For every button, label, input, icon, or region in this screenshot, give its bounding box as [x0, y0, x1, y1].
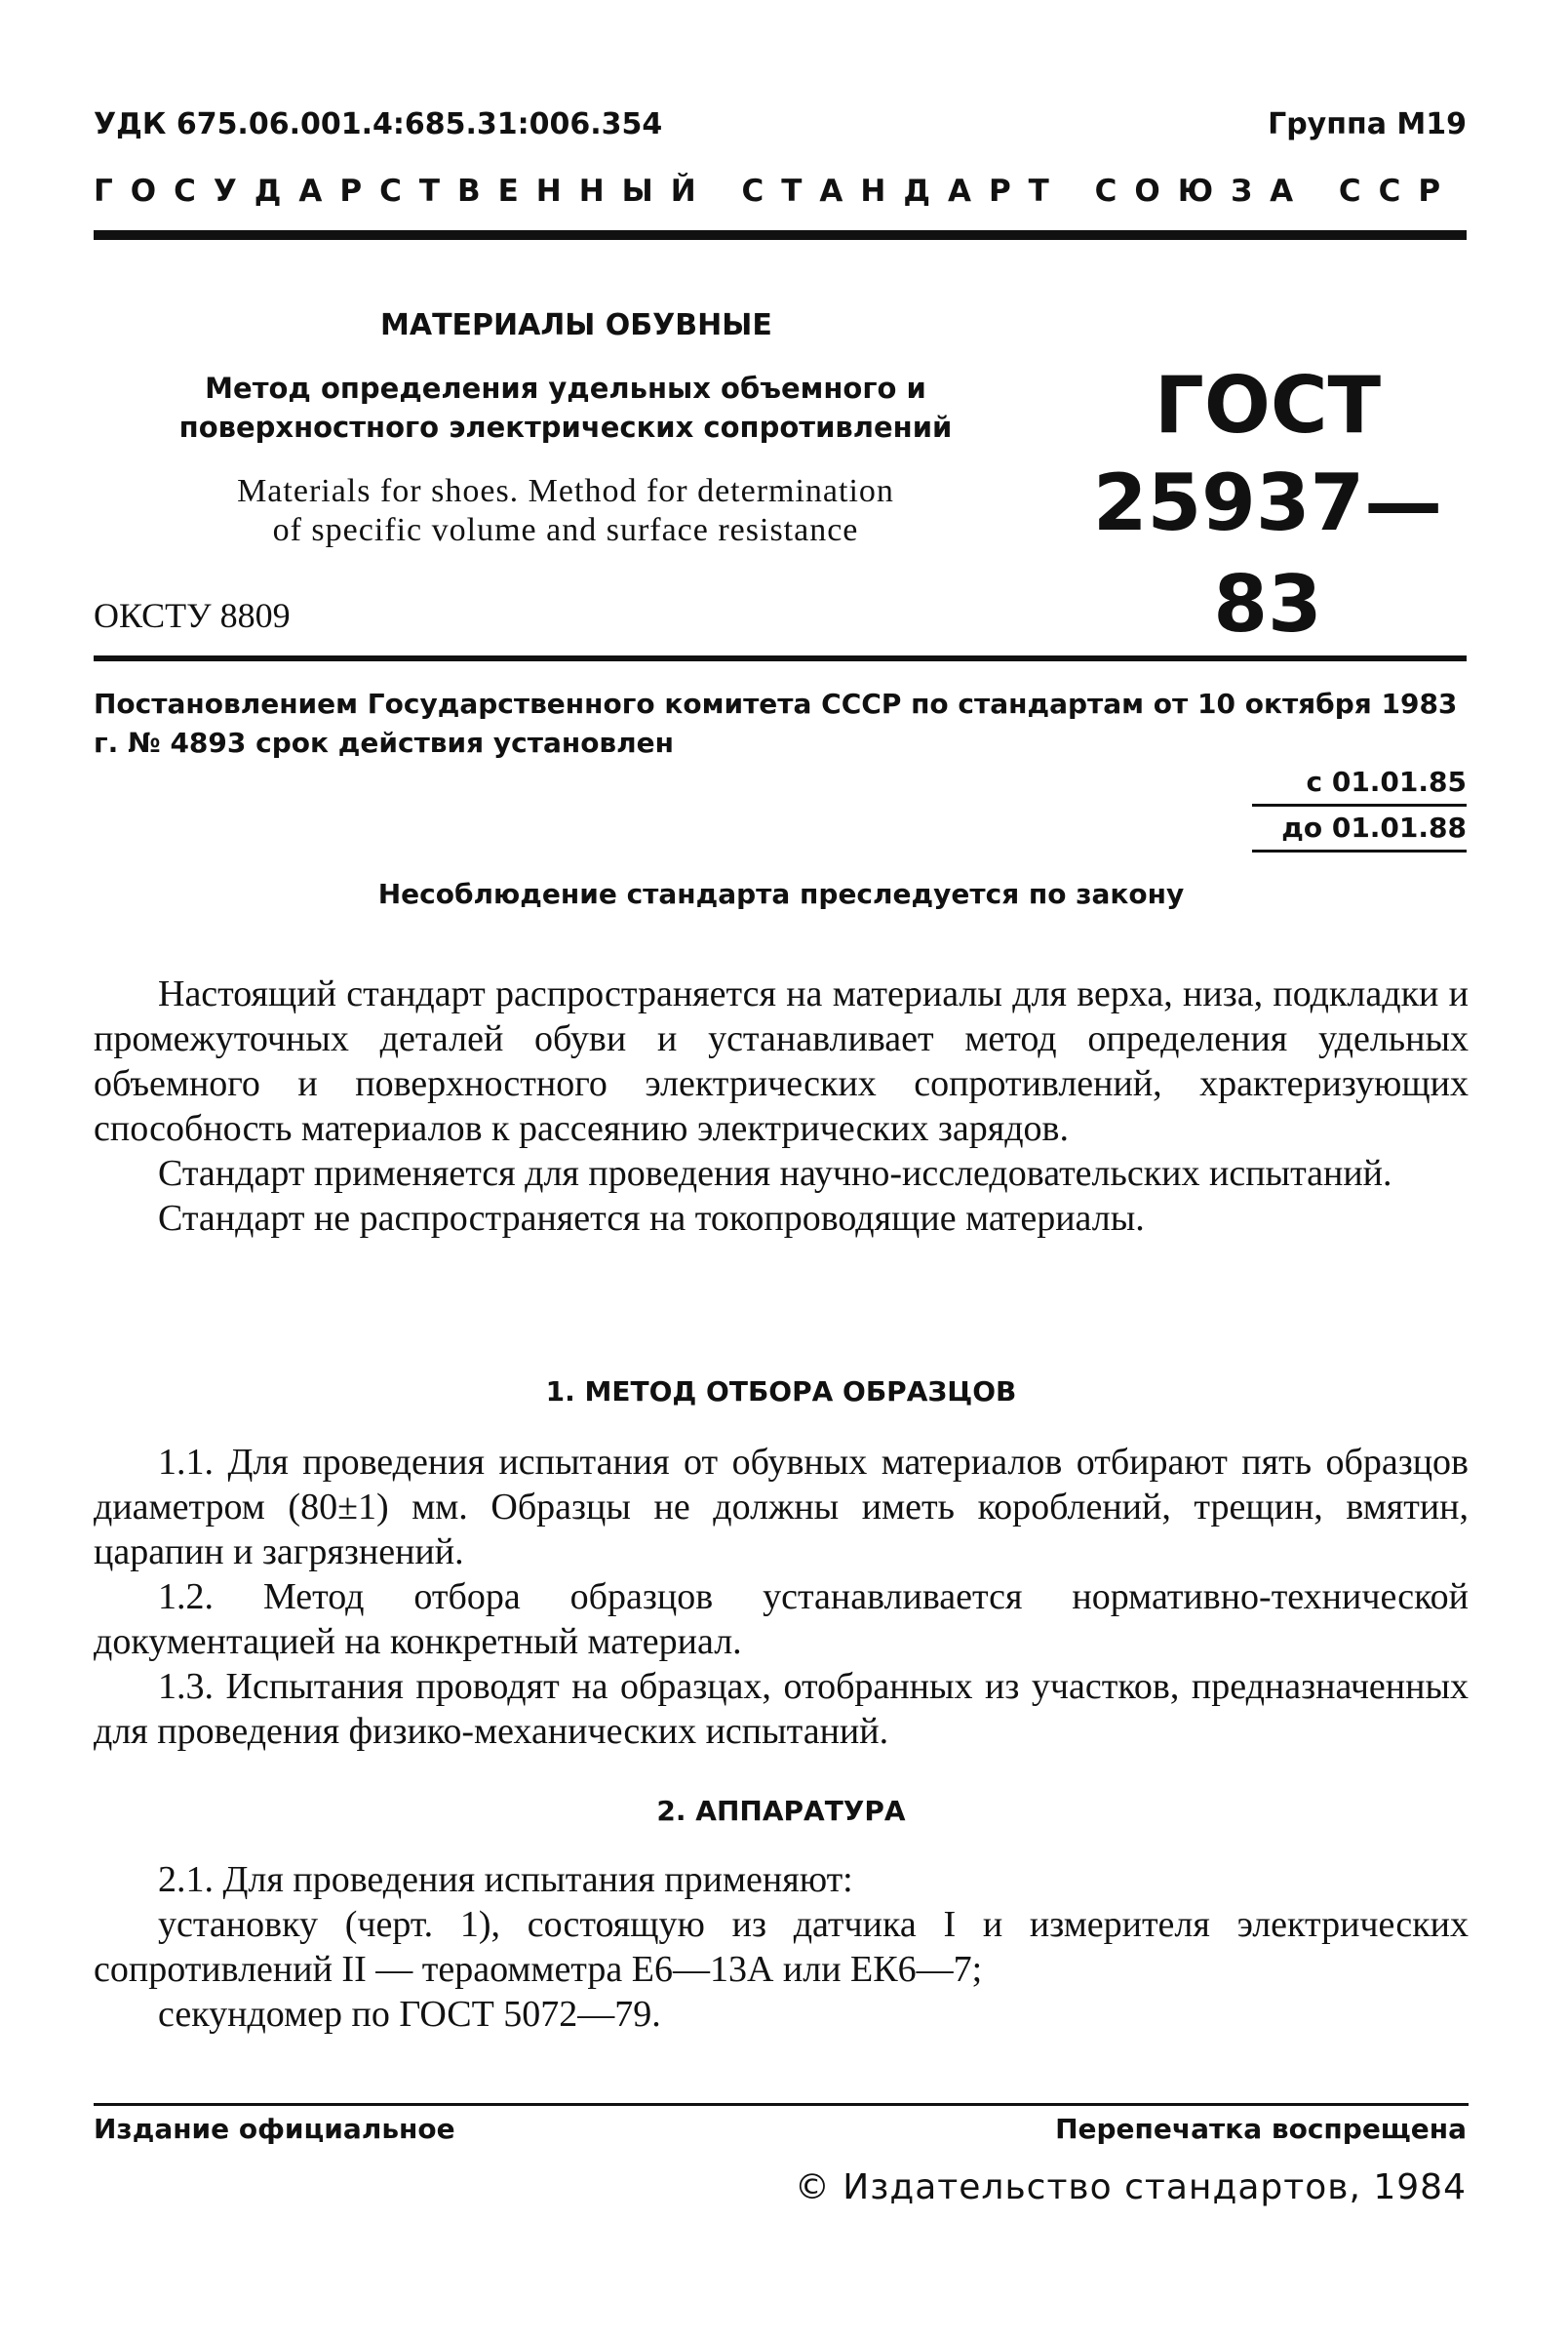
- clause-1-3: 1.3. Испытания проводят на образцах, отобранных из участков, предназначенных для проведения физико-механических испытаний.: [94, 1666, 1469, 1752]
- gost-word: ГОСТ: [1154, 360, 1382, 451]
- english-title-line-1: Materials for shoes. Method for determination: [237, 473, 894, 509]
- english-title-line-2: of specific volume and surface resistance: [272, 512, 859, 548]
- title-divider: [94, 655, 1467, 661]
- document-subtitle: [146, 369, 985, 447]
- state-standard-banner: ГОСУДАРСТВЕННЫЙ СТАНДАРТ СОЮЗА ССР: [94, 174, 1459, 209]
- clause-2-1-stopwatch: секундомер по ГОСТ 5072—79.: [158, 1994, 661, 2035]
- intro-paragraph-1: Настоящий стандарт распространяется на материалы для верха, низа, подкладки и промежуточных деталей обуви и устанавливает метод определения удельных объемного и поверхностного электрических сопротивлений, храктеризующих способность материалов к рассеянию электрических зарядов.: [94, 973, 1469, 1149]
- validity-to: до 01.01.88: [1252, 807, 1467, 853]
- okstu-code: ОКСТУ 8809: [94, 596, 291, 635]
- clause-2-1: 2.1. Для проведения испытания применяют:: [158, 1859, 853, 1900]
- gost-number: 25937—83: [1092, 457, 1443, 650]
- section-2-heading: 2. АППАРАТУРА: [656, 1795, 906, 1827]
- header-divider: [94, 230, 1467, 240]
- section-1-body: [94, 1440, 1469, 1754]
- copyright-notice: © Издательство стандартов, 1984: [794, 2167, 1467, 2207]
- english-title: [146, 472, 985, 550]
- clause-2-1-equipment: установку (черт. 1), состоящую из датчика I и измерителя электрических сопротивлений II — тераомметра Е6—13А или ЕК6—7;: [94, 1904, 1469, 1990]
- gost-designation: [1073, 359, 1463, 655]
- udk-code: УДК 675.06.001.4:685.31:006.354: [94, 107, 663, 141]
- intro-paragraph-3: Стандарт не распространяется на токопроводящие материалы.: [158, 1198, 1145, 1239]
- legal-notice: Несоблюдение стандарта преследуется по закону: [377, 878, 1185, 910]
- reprint-prohibited-label: Перепечатка воспрещена: [1055, 2113, 1467, 2145]
- validity-from: с 01.01.85: [1252, 761, 1467, 807]
- clause-1-1: 1.1. Для проведения испытания от обувных материалов отбирают пять образцов диаметром (80±1) мм. Образцы не должны иметь короблений, трещин, вмятин, царапин и загрязнений.: [94, 1442, 1469, 1572]
- subtitle-line-1: Метод определения удельных объемного и: [205, 372, 926, 405]
- section-2-body: [94, 1857, 1469, 2037]
- section-1-heading: 1. МЕТОД ОТБОРА ОБРАЗЦОВ: [545, 1375, 1017, 1408]
- footer-divider: [94, 2103, 1469, 2106]
- resolution-text: Постановлением Государственного комитета СССР по стандартам от 10 октября 1983 г. № 4893 срок действия установлен: [94, 688, 1458, 759]
- intro-section: [94, 972, 1469, 1241]
- subtitle-line-2: поверхностного электрических сопротивлений: [178, 411, 953, 444]
- clause-1-2: 1.2. Метод отбора образцов устанавливается нормативно-технической документацией на конкретный материал.: [94, 1576, 1469, 1662]
- intro-paragraph-2: Стандарт применяется для проведения научно-исследовательских испытаний.: [158, 1153, 1392, 1194]
- official-edition-label: Издание официальное: [94, 2113, 455, 2145]
- group-code: Группа М19: [1268, 107, 1467, 141]
- validity-dates: [1252, 761, 1467, 853]
- document-title: МАТЕРИАЛЫ ОБУВНЫЕ: [380, 308, 772, 342]
